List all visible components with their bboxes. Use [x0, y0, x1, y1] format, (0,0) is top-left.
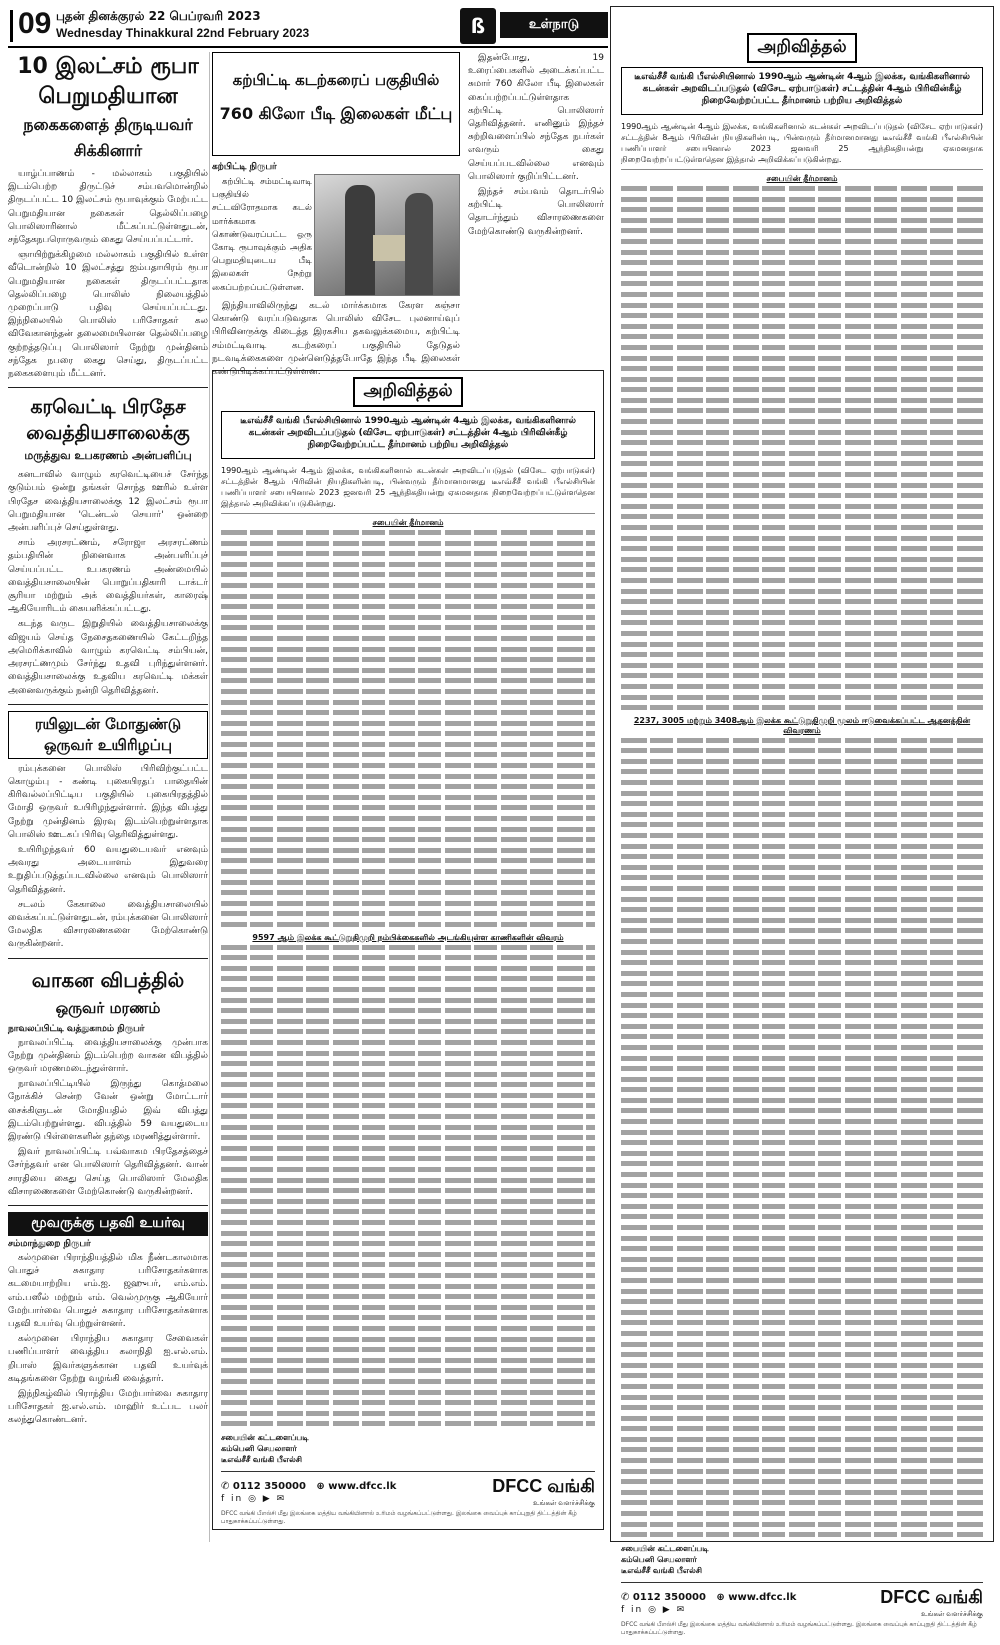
notice-signoff	[621, 1543, 983, 1576]
story-paragraph: கனடாவில் வாழும் கரவெட்டியைச் சேர்ந்த குடும்பம் ஒன்று தங்கள் சொந்த ஊரில் உள்ள பிரதேச வைத்தியசாலைக்கு 12 இலட்சம் ரூபா பெறுமதியான 'டென்டல் செயார்' ஒன்றை அன்பளிப்புச் செய்துள்ளது.	[8, 470, 208, 534]
story-paragraph: ஞாயிற்றுக்கிழமை மல்லாகம் பகுதியில் உள்ள வீடொன்றில் 10 இலட்சத்து ஐம்பதாயிரம் ரூபா பெறுமதியான நகைகள் திருடப்பட்டதாக தெல்லிப்பழை பொலிஸ் நிலையத்தில் முறைப்பாடு பதிவு செய்யப்பட்டது. இந்நிலையில் பொலிஸ் பரிசோதகர் கல விவேகானந்தன் தலைமையிலான தெல்லிப்பழை குற்றத்தடுப்பு பொலிஸார் நேற்று முன்தினம் சந்தேக நபரை கைது செய்து, திருடப்பட்ட நகைகளையும் மீட்டனர்.	[8, 250, 208, 380]
story-paragraph: ரம்புக்கனை பொலிஸ் பிரிவிற்குட்பட்ட கொழும்பு - கண்டி புகையிரதப் பாதையின் கிரிவல்லப்பிட்டிய பகுதியில் புகையிரதத்தில் மோதி ஒருவர் உயிரிழந்துள்ளார். இந்த விபத்து நேற்று முன்தினம் இரவு இடம்பெற்றுள்ளதாக பொலிஸ் ஊடகப் பிரிவு தெரிவித்துள்ளது.	[8, 763, 208, 840]
story-divider	[8, 387, 208, 388]
story-text-block	[212, 300, 460, 381]
notice-contact	[221, 1481, 396, 1492]
phone-number[interactable]: 0112 350000	[632, 1591, 706, 1603]
masthead-date-tamil: புதன் தினக்குரல் 22 பெப்ரவரி 2023	[56, 9, 261, 23]
masthead-date-english: Wednesday Thinakkural 22nd February 2023	[56, 26, 310, 40]
notice-disclaimer: DFCC வங்கி பீஎல்சி மீது இலங்கை மத்திய வங்கியினால் உரிமம் வழங்கப்பட்டுள்ளது. இலங்கை வைப்புக் காப்புறுதி திட்டத்தின் கீழ் பாதுகாக்கப்பட்டுள்ளது.	[221, 1510, 577, 1526]
story-headline: மருத்துவ உபகரணம் அன்பளிப்பு	[24, 449, 192, 463]
story-headline: ஒருவர் மரணம்	[55, 998, 161, 1017]
legal-notice-right	[611, 7, 993, 1645]
story-paragraph: நாவலப்பிட்டியில் இருந்து கொத்மலை நோக்கிச் சென்ற வேன் ஒன்று மோட்டார் சைக்கிளுடன் மோதியதில் இவ் விபத்து இடம்பெற்றுள்ளது. விபத்தில் 59 வயதுடைய இரண்டு பிள்ளைகளின் தந்தை மரணித்துள்ளார்.	[8, 1079, 208, 1142]
story-paragraph: சடலம் கேகாலை வைத்தியசாலையில் வைக்கப்பட்டுள்ளதுடன், ரம்புக்கனை பொலிஸார் மேலதிக விசாரணைகளை மேற்கொண்டு வருகின்றனர்.	[8, 899, 208, 950]
signoff-line: சபையின் கட்டளைப்படி	[621, 1544, 709, 1554]
newspaper-logo-icon: ß	[460, 8, 496, 44]
photo-officer-figure	[405, 193, 433, 295]
bank-logo	[492, 1476, 595, 1508]
story-divider	[8, 1205, 208, 1206]
bank-tagline: உங்கள் வளர்ச்சிக்கு	[921, 1611, 983, 1619]
website-link[interactable]: www.dfcc.lk	[728, 1591, 797, 1603]
story-headline-banner: மூவருக்கு பதவி உயர்வு	[8, 1212, 208, 1236]
story-train-accident	[8, 711, 208, 952]
notice-title: அறிவித்தல்	[747, 33, 857, 63]
notice-title: அறிவித்தல்	[353, 377, 463, 407]
social-icons[interactable]: f in ◎ ▶ ✉	[621, 1604, 687, 1615]
story-headline: வாகன விபத்தில்	[31, 967, 185, 992]
notice-intro: 1990ஆம் ஆண்டின் 4ஆம் இலக்க, வங்கிகளினால் கடன்கள் அறவிடப்படுதல் (விசேட ஏற்பாடுகள்) சட்டத்தின் 8ஆம் பிரிவின் நியதிகளின்படி, பின்வரும் தீர்மானமானது டீஎவ்சீசீ வங்கி பீஎல்சியின் பணிப்பாளர் சபையினால் 2023 ஜனவரி 25 ஆந்திகதியன்று ஏகமனதாக நிறைவேற்றப்பட்டுள்ளதென இத்தால் அறிவிக்கப்படுகின்றது.	[621, 121, 983, 170]
story-byline: கற்பிட்டி நிருபர்	[212, 162, 277, 172]
phone-icon: ✆	[621, 1591, 633, 1603]
notice-section-heading: சபையின் தீர்மானம்	[766, 174, 838, 183]
story-paragraph: கல்முனை பிராந்தியத்தில் மிக நீண்டகாலமாக பொதுச் சுகாதார பரிசோதகர்களாக கடமையாற்றிய எம்.ஐ. ஜஹுபர், எம்.எம். எம்.பஸீல் மற்றும் எம். வெல்முருகு ஆகியோர் மேற்பார்வை பொதுச் சுகாதார பரிசோதகர்களாக பதவி உயர்வு பெற்றுள்ளனர்.	[8, 1252, 208, 1329]
story-headline: 10 இலட்சம் ரூபா	[17, 54, 199, 79]
story-headline: ஒருவர் உயிரிழப்பு	[43, 735, 173, 754]
left-column	[8, 52, 208, 1542]
story-headline: ரயிலுடன் மோதுண்டு	[34, 714, 182, 733]
story-vehicle-accident	[8, 965, 208, 1199]
story-jewellery-theft	[8, 52, 208, 381]
story-paragraph: நாவலப்பிட்டி வைத்தியசாலைக்கு முன்பாக நேற்று முன்தினம் இடம்பெற்ற வாகன விபத்தில் ஒருவர் மரணமடைந்துள்ளார்.	[8, 1037, 208, 1074]
story-paragraph: இந்தச் சம்பவம் தொடர்பில் கற்பிட்டி பொலிஸார் தொடர்ந்தும் விசாரணைகளை மேற்கொண்டு வருகின்றனர்.	[468, 187, 604, 237]
story-paragraph: யாழ்ப்பாணம் - மல்லாகம் பகுதியில் இடம்பெற்ற திருட்டுச் சம்பவமொன்றில் திருடப்பட்ட 10 இலட்சம் ரூபாவுக்கும் மேற்பட்ட பெறுமதியான நகைகள் தெல்லிப்பழை பொலிஸாரினால் மீட்கப்பட்டுள்ளதுடன், சந்தேகநபரொருவரும் கைது செய்யப்பட்டார்.	[8, 169, 208, 246]
website-link[interactable]: www.dfcc.lk	[328, 1480, 397, 1492]
page-number: 09	[18, 7, 52, 40]
story-headline: கரவெட்டி பிரதேச	[30, 396, 186, 419]
masthead	[8, 6, 608, 48]
story-paragraph: உயிரிழந்தவர் 60 வயதுடையவர் எனவும் அவரது அடையாளம் இதுவரை உறுதிப்படுத்தப்படவில்லை எனவும் பொலிஸார் தெரிவித்தனர்.	[8, 844, 208, 895]
story-paragraph: கடந்த வருட இறுதியில் வைத்தியசாலைக்கு விஜயம் செய்த நேசைதகணையில் கேட்டறிந்த அமெரிக்காவில் வாழும் கரவெட்டி சம்பியன், அரசரட்ணமும் சேர்ந்து உதவி புரிந்துள்ளனர். வைத்தியசாலைக்கு உதவிய கரவெட்டி மக்கள் அனைவருக்கும் நன்றி தெரிவித்தனர்.	[8, 619, 208, 696]
story-beedi-leaves	[212, 52, 604, 378]
story-text-block	[212, 176, 312, 297]
phone-number[interactable]: 0112 350000	[232, 1480, 306, 1492]
story-byline: நாவலப்பிட்டி வத்துகாமம் நிருபர்	[8, 1023, 145, 1034]
column-divider	[209, 52, 210, 1542]
bank-logo	[880, 1587, 983, 1619]
headline-box	[8, 711, 208, 759]
story-paragraph: இந்தியாவிலிருந்து கடல் மார்க்கமாக கேரள கஞ்சா கொண்டு வரப்படுவதாக பொலிஸ் விசேட புலனாய்வுப் பிரிவினருக்கு கிடைத்த இரகசிய தகவலுக்கமைய, கற்பிட்டி சம்மட்டிவாடி கடற்கரைப் பகுதியில் தேடுதல் நடவடிக்கைகளை முன்னெடுத்தபோதே இந்த பீடி இலைகள் கண்டுபிடிக்கப்பட்டுள்ளன.	[212, 301, 460, 378]
notice-footer	[221, 1471, 595, 1508]
story-headline: சிக்கினார்	[73, 141, 143, 160]
story-divider	[8, 704, 208, 705]
notice-subtitle-box	[221, 411, 595, 459]
bank-name: DFCC வங்கி	[492, 1476, 595, 1497]
notice-body-text	[621, 738, 983, 1538]
signoff-line: கம்பெனி செயலாளர்	[621, 1555, 697, 1565]
notice-subtitle: டீஎவ்சீசீ வங்கி பீஎல்சியினால் 1990ஆம் ஆண்டின் 4ஆம் இலக்க, வங்கிகளினால் கடன்கள் அறவிடப்படுதல் (விசேட ஏற்பாடுகள்) சட்டத்தின் 4ஆம் பிரிவின்கீழ் நிறைவேற்றப்பட்ட தீர்மானம் பற்றிய அறிவித்தல்	[634, 72, 970, 106]
notice-body-text	[621, 186, 983, 710]
signoff-line: டீஎவ்சீசீ வங்கி பீஎல்சி	[221, 1455, 303, 1465]
story-paragraph: இவர் நாவலப்பிட்டி பவ்வாகம பிரதேசத்தைச் சேர்ந்தவர் என பொலிஸார் தெரிவித்தனர். வான் சாரதியை கைது செய்த பொலிஸார் மேலதிக விசாரணைகளை மேற்கொண்டு வருகின்றனர்.	[8, 1147, 208, 1197]
notice-subtitle-box	[621, 67, 983, 115]
notice-contact	[621, 1592, 796, 1603]
notice-section-heading: 9597 ஆம் இலக்க கூட்டுறுதிமுறி நம்பிக்கைகளில் அடங்கியுள்ள காணிகளின் விவரம்	[252, 932, 564, 942]
notice-section-heading: சபையின் தீர்மானம்	[372, 518, 444, 527]
section-label: உள்நாடு	[500, 12, 608, 38]
story-paragraph: கற்பிட்டி சம்மட்டிவாடி பகுதியில் சட்டவிரோதமாக கடல் மார்க்கமாக கொண்டுவரப்பட்ட ஒரு கோடி ரூபாவுக்கும் அதிக பெறுமதியுடைய பீடி இலைகள் நேற்று கைப்பற்றப்பட்டுள்ளன.	[212, 177, 312, 293]
story-headline: கற்பிட்டி கடற்கரைப் பகுதியில்	[232, 71, 440, 89]
story-headline: நகைகளைத் திருடியவர்	[23, 115, 193, 134]
signoff-line: சபையின் கட்டளைப்படி	[221, 1433, 309, 1443]
legal-notice-middle	[212, 370, 604, 1530]
bank-tagline: உங்கள் வளர்ச்சிக்கு	[533, 1500, 595, 1508]
right-column	[610, 6, 994, 1637]
story-byline: சம்மாந்துறை நிருபர்	[8, 1238, 91, 1249]
story-promotion	[8, 1212, 208, 1428]
photo-seized-bag	[373, 235, 409, 261]
story-headline: 760 கிலோ பீடி இலைகள் மீட்பு	[219, 104, 453, 123]
story-paragraph: இந்நிகழ்வில் பிராந்திய மேற்பார்வை சுகாதார பரிசோதகர் ஐ.எல்.எம். மாஹிர் உட்பட பலர் கலந்துகொண்டனர்.	[8, 1389, 208, 1426]
notice-intro: 1990ஆம் ஆண்டின் 4ஆம் இலக்க, வங்கிகளினால் கடன்கள் அறவிடப்படுதல் (விசேட ஏற்பாடுகள்) சட்டத்தின் 8ஆம் பிரிவின் நியதிகளின்படி, பின்வரும் தீர்மானமானது டீஎவ்சீசீ வங்கி பீஎல்சியின் பணிப்பாளர் சபையினால் 2023 ஜனவரி 25 ஆந்திகதியன்று ஏகமனதாக நிறைவேற்றப்பட்டுள்ளதென இத்தால் அறிவிக்கப்படுகின்றது.	[221, 465, 595, 514]
story-photo	[314, 174, 460, 296]
story-headline: வைத்தியசாலைக்கு	[26, 422, 190, 445]
story-paragraph: கல்முனை பிராந்திய சுகாதார சேவைகள் பணிப்பாளர் வைத்திய கலாநிதி ஐ.எல்.எம். றிபாஸ் இவர்களுக்கான பதவி உயர்வுக் கடிதங்களை நேற்று வழங்கி வைத்தார்.	[8, 1334, 208, 1384]
notice-section-heading: 2237, 3005 மற்றும் 3408ஆம் இலக்க கூட்டுறுதிமுறி மூலம் ஈடுவைக்கப்பட்ட ஆதனத்தின் விவரணம்	[633, 715, 971, 735]
story-hospital-donation	[8, 394, 208, 697]
story-divider	[8, 958, 208, 959]
middle-column	[212, 52, 604, 1542]
notice-disclaimer: DFCC வங்கி பீஎல்சி மீது இலங்கை மத்திய வங்கியினால் உரிமம் வழங்கப்பட்டுள்ளது. இலங்கை வைப்புக் காப்புறுதி திட்டத்தின் கீழ் பாதுகாக்கப்பட்டுள்ளது.	[621, 1621, 977, 1637]
bank-name: DFCC வங்கி	[880, 1587, 983, 1608]
page-number-bar	[10, 10, 13, 42]
notice-subtitle: டீஎவ்சீசீ வங்கி பீஎல்சியினால் 1990ஆம் ஆண்டின் 4ஆம் இலக்க, வங்கிகளினால் கடன்கள் அறவிடப்படுதல் (விசேட ஏற்பாடுகள்) சட்டத்தின் 4ஆம் பிரிவின்கீழ் நிறைவேற்றப்பட்ட தீர்மானம் பற்றிய அறிவித்தல்	[240, 416, 576, 450]
photo-officer-figure	[345, 185, 375, 295]
story-headline-box	[212, 52, 460, 156]
notice-body-text	[221, 945, 595, 1427]
signoff-line: கம்பெனி செயலாளர்	[221, 1444, 297, 1454]
notice-footer	[621, 1582, 983, 1619]
globe-icon: ⊕	[316, 1480, 329, 1492]
story-text-block	[468, 52, 604, 241]
phone-icon: ✆	[221, 1480, 233, 1492]
social-icons[interactable]: f in ◎ ▶ ✉	[221, 1493, 287, 1504]
story-paragraph: சாம் அரசரட்ணம், சரோஜா அரசரட்ணம் தம்பதியின் நினைவாக அன்பளிப்புச் செய்யப்பட்ட உபகரணம் அண்மையில் வைத்தியசாலையின் பொறுப்பதிகாரி டாக்டர் சூரியா மற்றும் அக் வைத்தியர்கள், காரைஷ் ஆகியோரிடம் கையளிக்கப்பட்டது.	[8, 538, 208, 615]
notice-signoff	[221, 1432, 595, 1465]
story-headline: பெறுமதியான	[38, 84, 178, 109]
story-paragraph: இதன்போது, 19 உரைப்பைகளில் அடைக்கப்பட்ட சுமார் 760 கிலோ பீடி இலைகள் கைப்பற்றப்பட்டுள்ளதாக கற்பிட்டி பொலிஸார் தெரிவித்தனர். எனினும் இந்தச் சுற்றிவளைப்பில் சந்தேக நபர்கள் எவரும் கைது செய்யப்படவில்லை எனவும் பொலிஸார் குறிப்பிட்டனர்.	[468, 53, 604, 182]
globe-icon: ⊕	[716, 1591, 729, 1603]
signoff-line: டீஎவ்சீசீ வங்கி பீஎல்சி	[621, 1566, 703, 1576]
notice-body-text	[221, 530, 595, 927]
